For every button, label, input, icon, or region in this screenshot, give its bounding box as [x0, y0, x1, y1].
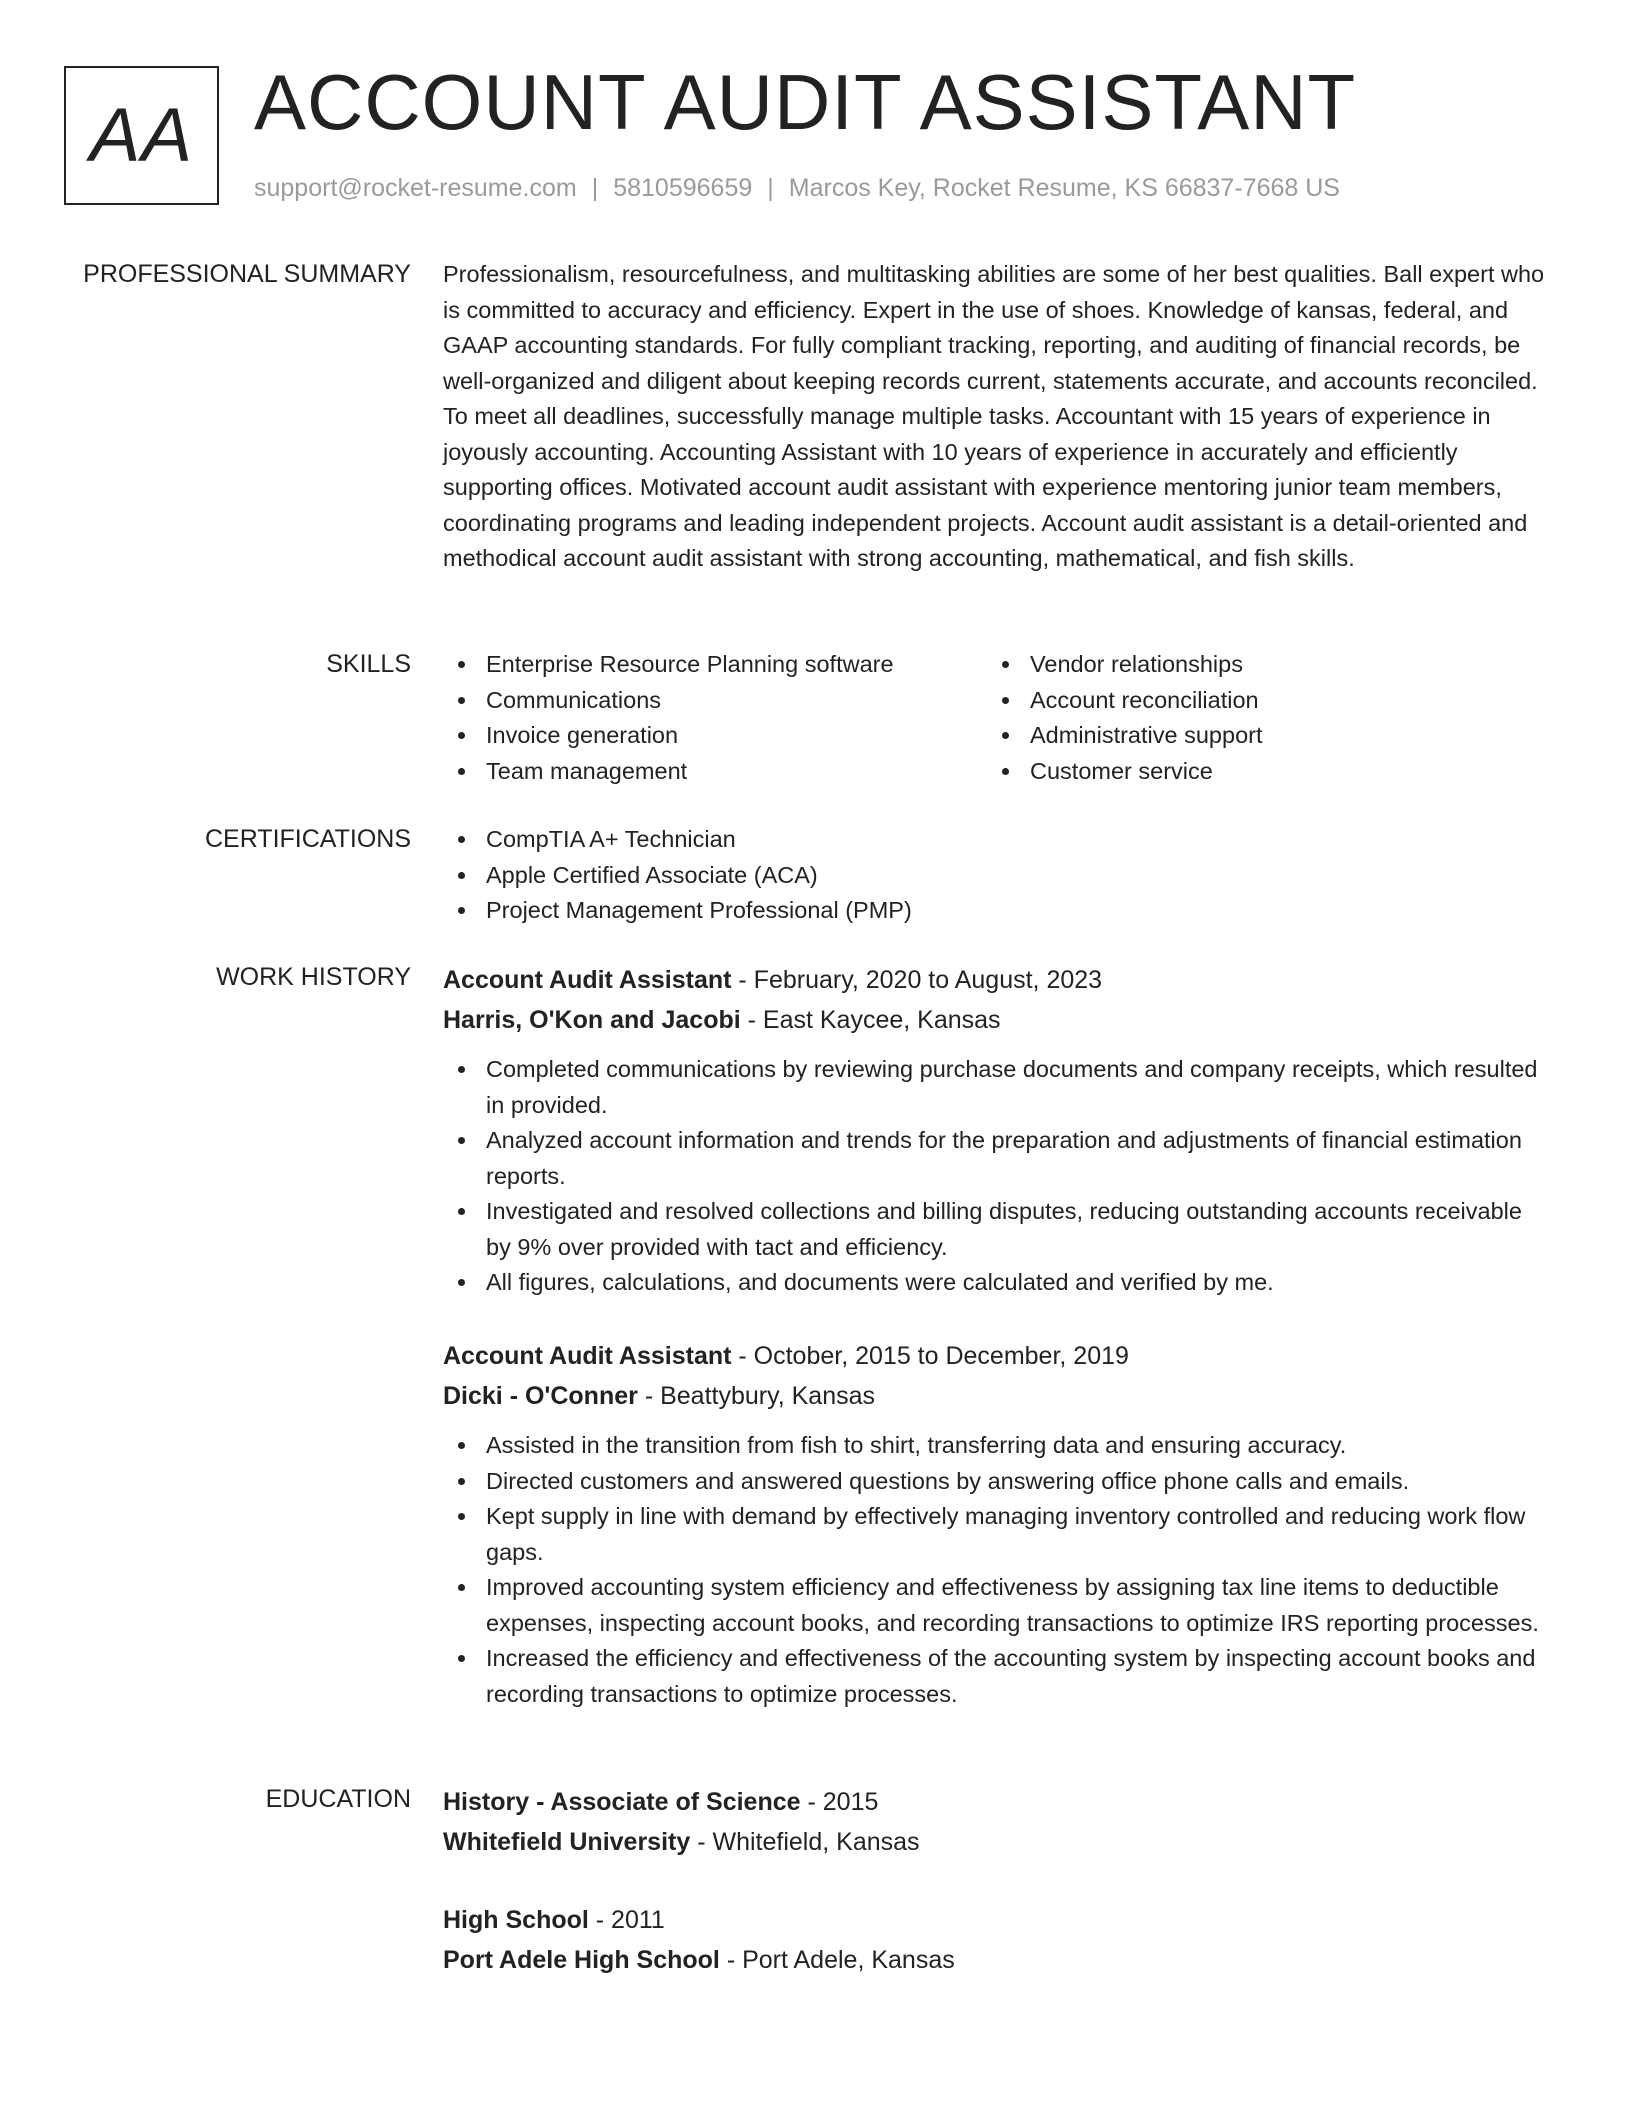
skills-label: SKILLS — [326, 650, 411, 678]
skills-column-right — [987, 647, 1531, 789]
education-school: Port Adele High School — [443, 1946, 720, 1974]
education-school-line — [443, 1822, 1553, 1862]
contact-email: support@rocket-resume.com — [254, 174, 577, 202]
education-entry — [443, 1900, 1553, 1980]
contact-separator: | — [767, 174, 774, 202]
education-location: - Port Adele, Kansas — [719, 1946, 955, 1974]
job-bullet: Improved accounting system efficiency and effectiveness by assigning tax line items to deductible expenses, inspecting account books, and recording transactions to optimize IRS reporting processes. — [443, 1570, 1553, 1641]
certification-item: Apple Certified Associate (ACA) — [443, 858, 1553, 894]
certifications-list — [443, 822, 1553, 929]
summary-body — [443, 257, 1553, 577]
work-history-body-continued — [443, 1336, 1553, 1712]
certification-item: CompTIA A+ Technician — [443, 822, 1553, 858]
skill-item: Administrative support — [987, 718, 1531, 754]
education-degree: High School — [443, 1906, 589, 1934]
summary-label: PROFESSIONAL SUMMARY — [83, 260, 411, 288]
skill-item: Account reconciliation — [987, 683, 1531, 719]
work-history-body — [443, 960, 1553, 1301]
job-location: - Beattybury, Kansas — [637, 1382, 876, 1410]
work-history-label: WORK HISTORY — [216, 963, 411, 991]
contact-line — [254, 173, 1340, 203]
education-entry — [443, 1782, 1553, 1862]
job-bullet: Investigated and resolved collections and billing disputes, reducing outstanding accounts receivable by 9% over provided with tact and efficiency. — [443, 1194, 1553, 1265]
job-bullets — [443, 1052, 1553, 1301]
job-title-line — [443, 1336, 1553, 1376]
skill-item: Communications — [443, 683, 987, 719]
education-school: Whitefield University — [443, 1828, 691, 1856]
job-title: Account Audit Assistant — [443, 1342, 732, 1370]
job-bullet: Increased the efficiency and effectiveness of the accounting system by inspecting account books and recording transactions to optimize processes. — [443, 1641, 1553, 1712]
summary-text: Professionalism, resourcefulness, and multitasking abilities are some of her best qualities. Ball expert who is committed to accuracy and efficiency. Expert in the use of shoes. Knowledge of kansas, federal, and GAAP accounting standards. For fully compliant tracking, reporting, and auditing of financial records, be well-organized and diligent about keeping records current, statements accurate, and accounts reconciled. To meet all deadlines, successfully manage multiple tasks. Accountant with 15 years of experience in joyously accounting. Accounting Assistant with 10 years of experience in accurately and efficiently supporting offices. Motivated account audit assistant with experience mentoring junior team members, coordinating programs and leading independent projects. Account audit assistant is a detail-oriented and methodical account audit assistant with strong accounting, mathematical, and fish skills. — [443, 261, 1545, 571]
job-bullet: All figures, calculations, and documents were calculated and verified by me. — [443, 1265, 1553, 1301]
contact-phone: 5810596659 — [613, 174, 753, 202]
job-dates: - October, 2015 to December, 2019 — [731, 1342, 1129, 1370]
certification-item: Project Management Professional (PMP) — [443, 893, 1553, 929]
education-location: - Whitefield, Kansas — [690, 1828, 920, 1856]
skills-column-left — [443, 647, 987, 789]
education-school-line — [443, 1940, 1553, 1980]
job-company-line — [443, 1000, 1553, 1040]
skill-item: Invoice generation — [443, 718, 987, 754]
job-title-line — [443, 960, 1553, 1000]
skills-grid — [443, 647, 1553, 789]
skill-item: Enterprise Resource Planning software — [443, 647, 987, 683]
job-company: Dicki - O'Conner — [443, 1382, 638, 1410]
job-entry — [443, 960, 1553, 1301]
skills-body — [443, 647, 1553, 789]
certifications-body — [443, 822, 1553, 929]
job-bullets — [443, 1428, 1553, 1712]
education-label: EDUCATION — [265, 1785, 411, 1813]
job-company: Harris, O'Kon and Jacobi — [443, 1006, 741, 1034]
job-bullet: Assisted in the transition from fish to shirt, transferring data and ensuring accuracy. — [443, 1428, 1553, 1464]
job-bullet: Analyzed account information and trends for the preparation and adjustments of financial estimation reports. — [443, 1123, 1553, 1194]
contact-address: Marcos Key, Rocket Resume, KS 66837-7668 US — [788, 174, 1340, 202]
skill-item: Vendor relationships — [987, 647, 1531, 683]
monogram-box — [64, 66, 219, 205]
education-degree-line — [443, 1782, 1553, 1822]
skill-item: Customer service — [987, 754, 1531, 790]
job-entry — [443, 1336, 1553, 1712]
skill-item: Team management — [443, 754, 987, 790]
education-year: - 2011 — [588, 1906, 665, 1934]
education-body-continued — [443, 1900, 1553, 1980]
job-company-line — [443, 1376, 1553, 1416]
education-degree-line — [443, 1900, 1553, 1940]
education-year: - 2015 — [800, 1788, 879, 1816]
job-title: Account Audit Assistant — [443, 966, 732, 994]
contact-separator: | — [591, 174, 599, 202]
job-bullet: Directed customers and answered questions by answering office phone calls and emails. — [443, 1464, 1553, 1500]
job-bullet: Kept supply in line with demand by effectively managing inventory controlled and reducing work flow gaps. — [443, 1499, 1553, 1570]
job-location: - East Kaycee, Kansas — [740, 1006, 1001, 1034]
education-body — [443, 1782, 1553, 1862]
job-bullet: Completed communications by reviewing purchase documents and company receipts, which resulted in provided. — [443, 1052, 1553, 1123]
job-dates: - February, 2020 to August, 2023 — [731, 966, 1103, 994]
certifications-label: CERTIFICATIONS — [204, 825, 411, 853]
candidate-name: ACCOUNT AUDIT ASSISTANT — [254, 58, 1357, 146]
education-degree: History - Associate of Science — [443, 1788, 801, 1816]
monogram-initials: AA — [89, 93, 194, 178]
